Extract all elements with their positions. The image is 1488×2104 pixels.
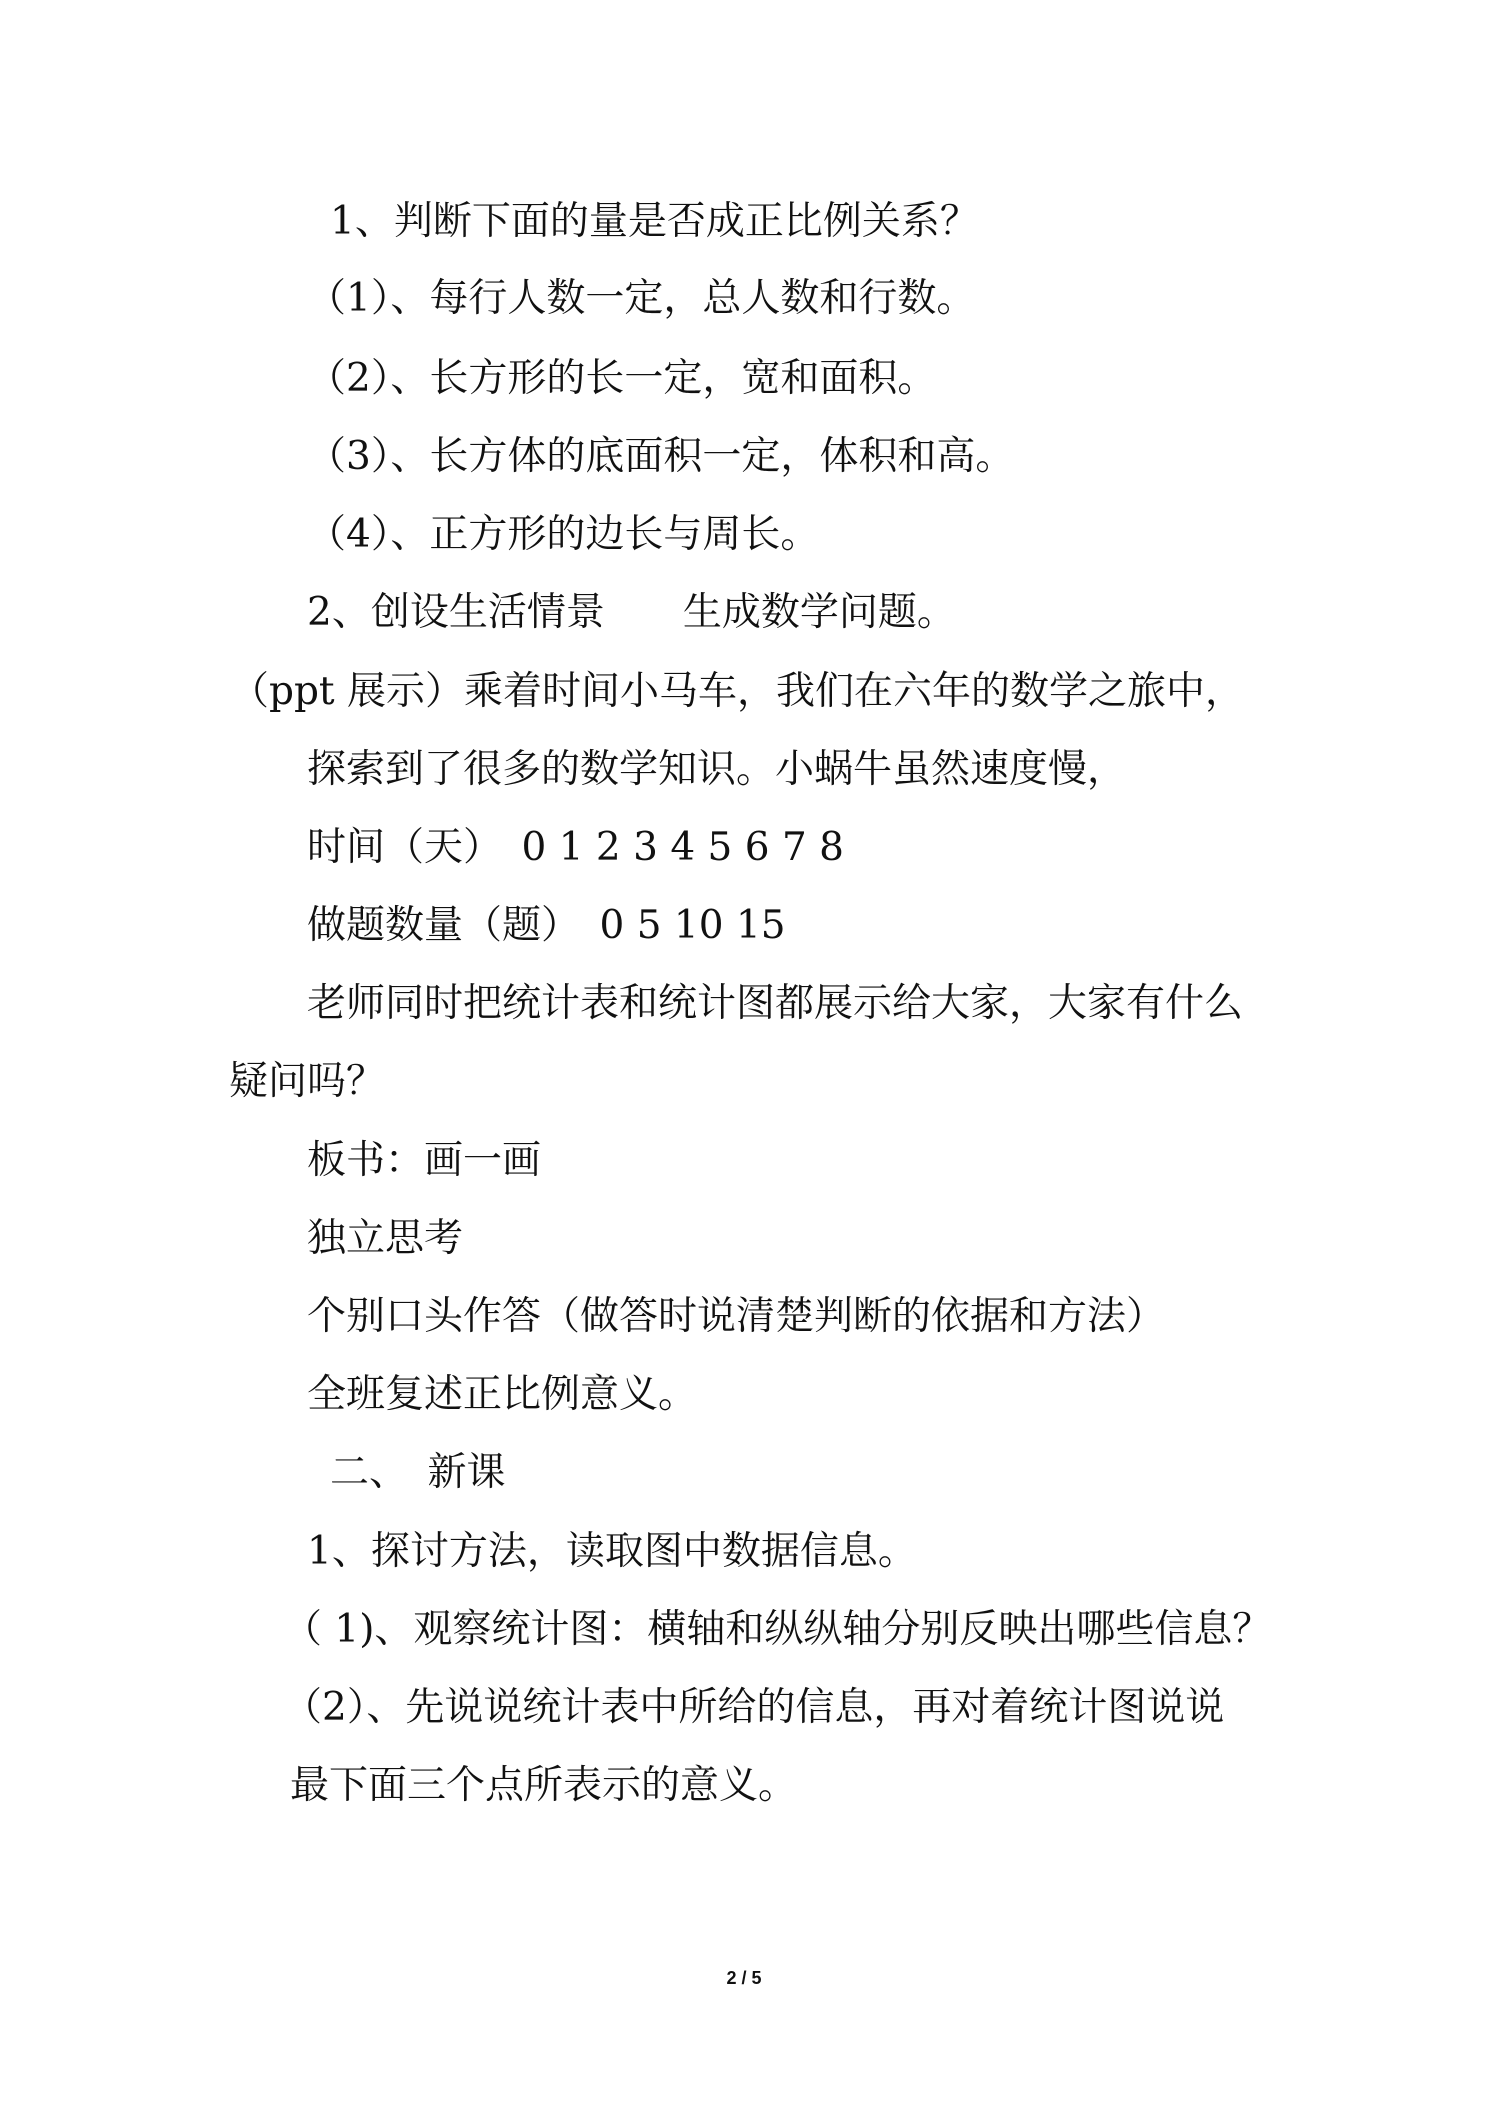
paragraph-line: 个别口头作答（做答时说清楚判断的依据和方法） [307, 1294, 1166, 1339]
question-1-item-1: （1）、每行人数一定，总人数和行数。 [307, 276, 976, 321]
question-1-item-4: （4）、正方形的边长与周长。 [307, 512, 820, 557]
question-1-item-2: （2）、长方形的长一定，宽和面积。 [307, 356, 937, 401]
section-new-lesson-heading: 二、 新课 [330, 1450, 506, 1495]
page-number: 2 / 5 [726, 1968, 762, 1988]
new-lesson-item-2: （2）、先说说统计表中所给的信息，再对着统计图说说 [283, 1685, 1225, 1730]
paragraph-line: 最下面三个点所表示的意义。 [290, 1763, 798, 1808]
section-2-heading: 2、创设生活情景 生成数学问题。 [307, 590, 956, 635]
paragraph-line: 探索到了很多的数学知识。小蜗牛虽然速度慢， [307, 747, 1127, 792]
question-1-heading: 1、判断下面的量是否成正比例关系？ [330, 199, 979, 244]
question-1-item-3: （3）、长方体的底面积一定，体积和高。 [307, 434, 1015, 479]
question-count-data-row: 做题数量（题） 0 5 10 15 [307, 903, 786, 948]
paragraph-line: 独立思考 [307, 1216, 464, 1261]
paragraph-line: （ppt 展示）乘着时间小马车，我们在六年的数学之旅中， [230, 669, 1245, 714]
new-lesson-step-1: 1、探讨方法，读取图中数据信息。 [307, 1529, 917, 1574]
time-data-row: 时间（天） 0 1 2 3 4 5 6 7 8 [307, 825, 844, 870]
paragraph-line: 老师同时把统计表和统计图都展示给大家，大家有什么 [307, 981, 1244, 1026]
new-lesson-item-1: （ 1)、观察统计图：横轴和纵纵轴分别反映出哪些信息？ [283, 1607, 1272, 1652]
paragraph-line: 疑问吗？ [229, 1059, 386, 1104]
paragraph-line: 全班复述正比例意义。 [307, 1372, 698, 1417]
paragraph-line: 板书：画一画 [307, 1138, 542, 1183]
